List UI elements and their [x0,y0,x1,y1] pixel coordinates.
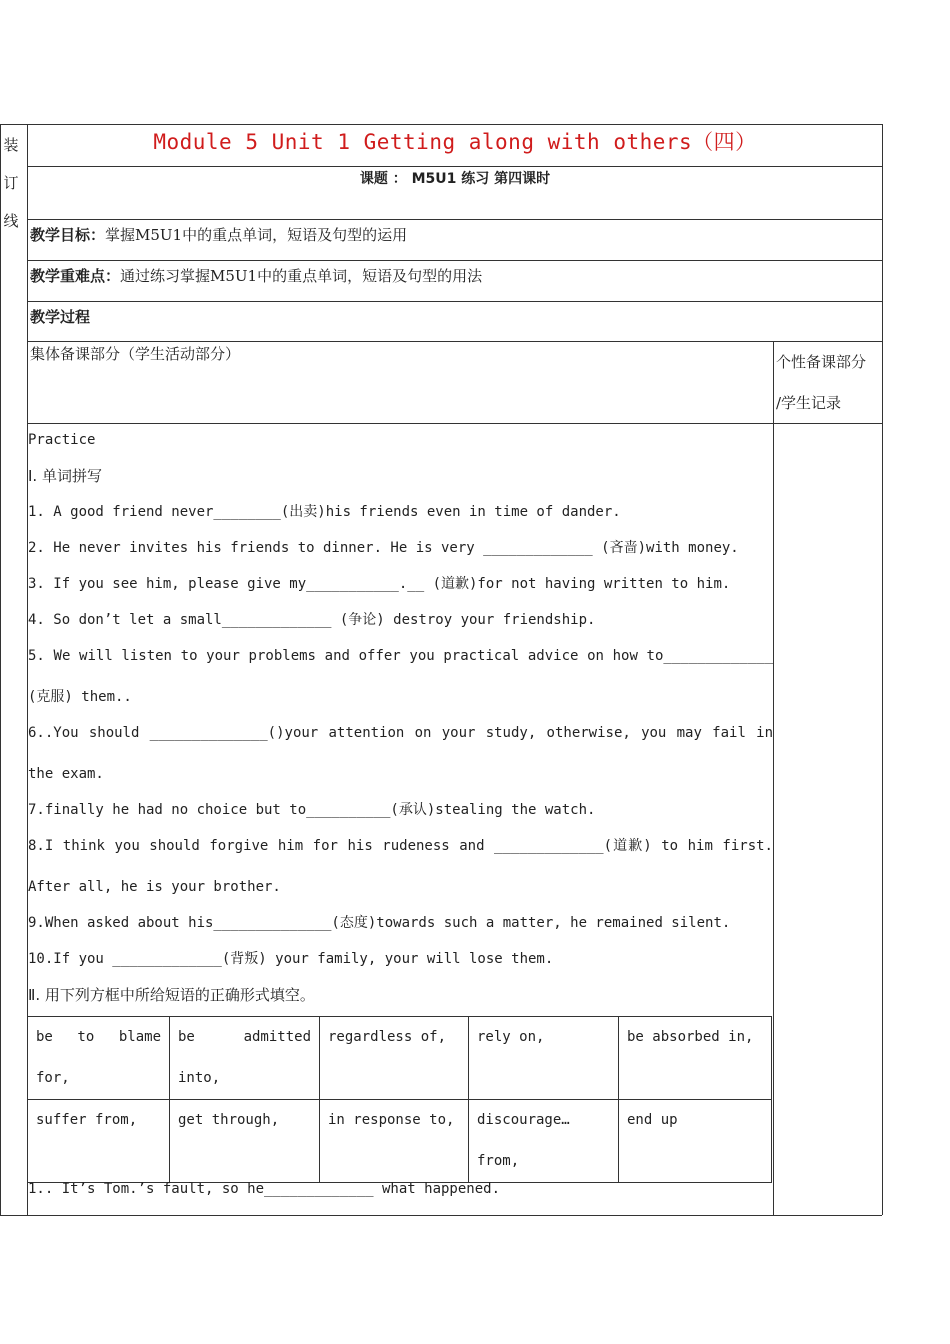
side-label-record: /学生记录 [776,394,842,412]
binding-char: 订 [3,174,19,192]
exercise-item: 3. If you see him, please give my___________.__ (道歉)for not having written to him. [28,576,731,592]
exercise-item-continued: the exam. [28,766,104,782]
exercise-item-continued: After all, he is your brother. [28,879,281,895]
exercise-item: 1. A good friend never________(出卖)his friends even in time of dander. [28,504,621,520]
exercise-item: 7.finally he had no choice but to__________(承认)stealing the watch. [28,802,596,818]
frame-left-border [0,124,1,1215]
divider-difficulty [27,301,882,302]
binding-margin-label [2,126,20,240]
divider-goal [27,260,882,261]
phrase-cell: regardless of, [320,1017,469,1100]
phrase-cell: be absorbed in, [619,1017,772,1100]
phrase-cell: rely on, [469,1017,619,1100]
group-label: 集体备课部分（学生活动部分） [30,345,241,363]
section-1-heading: Ⅰ. 单词拼写 [28,467,102,485]
side-label-personal: 个性备课部分 [776,353,867,371]
exercise-item: 2. He never invites his friends to dinner. He is very _____________ (吝啬)with money. [28,540,739,556]
practice-content [28,428,773,1013]
frame-top-border [0,124,882,125]
side-column-header [776,342,881,424]
process-label: 教学过程 [30,308,91,326]
phrase-cell: be admitted into, [170,1017,320,1100]
exercise-item: 8.I think you should forgive him for his rudeness and _____________(道歉) to him first. [28,838,773,854]
divider-group [27,423,882,424]
divider-title [27,166,882,167]
divider-process [27,341,882,342]
phrase-cell: be to blame for, [28,1017,170,1100]
phrase-cell: suffer from, [28,1100,170,1183]
table-row [28,1017,772,1100]
binding-char: 线 [3,212,19,230]
page-title: Module 5 Unit 1 Getting along with others（四） [153,130,757,154]
exercise-item-continued: (克服) them.. [28,689,132,705]
process-row [30,306,90,327]
frame-right-border [882,124,883,1215]
lesson-subtitle: 课题 ： M5U1 练习 第四课时 [359,171,551,187]
exercise-item: 9.When asked about his______________(态度)towards such a matter, he remained silent. [28,915,731,931]
exercise-item: 6..You should ______________()your attention on your study, otherwise, you may fail in [28,725,773,741]
fill-in-question: 1.. It’s Tom.’s fault, so he_____________ what happened. [28,1181,501,1197]
difficulty-row [30,265,482,286]
goal-text: 掌握M5U1中的重点单词，短语及句型的运用 [105,226,408,244]
phrase-box-table [27,1016,772,1183]
frame-bottom-border [0,1215,882,1216]
exercise-item: 5. We will listen to your problems and offer you practical advice on how to_____________ [28,648,773,664]
divider-subtitle [27,219,882,220]
exercise-item: 4. So don’t let a small_____________ (争论) destroy your friendship. [28,612,596,628]
exercise-item: 10.If you _____________(背叛) your family, your will lose them. [28,951,554,967]
phrase-cell: end up [619,1100,772,1183]
phrase-cell: discourage… from, [469,1100,619,1183]
binding-char: 装 [3,136,19,154]
phrase-cell: in response to, [320,1100,469,1183]
difficulty-label: 教学重难点： [30,267,121,285]
goal-label: 教学目标： [30,226,106,244]
side-column-divider [773,341,774,1215]
table-row [28,1100,772,1183]
difficulty-text: 通过练习掌握M5U1中的重点单词，短语及句型的用法 [120,267,483,285]
phrase-cell: get through, [170,1100,320,1183]
section-2-heading: Ⅱ. 用下列方框中所给短语的正确形式填空。 [28,986,315,1004]
practice-heading: Practice [28,432,96,448]
goal-row [30,224,407,245]
